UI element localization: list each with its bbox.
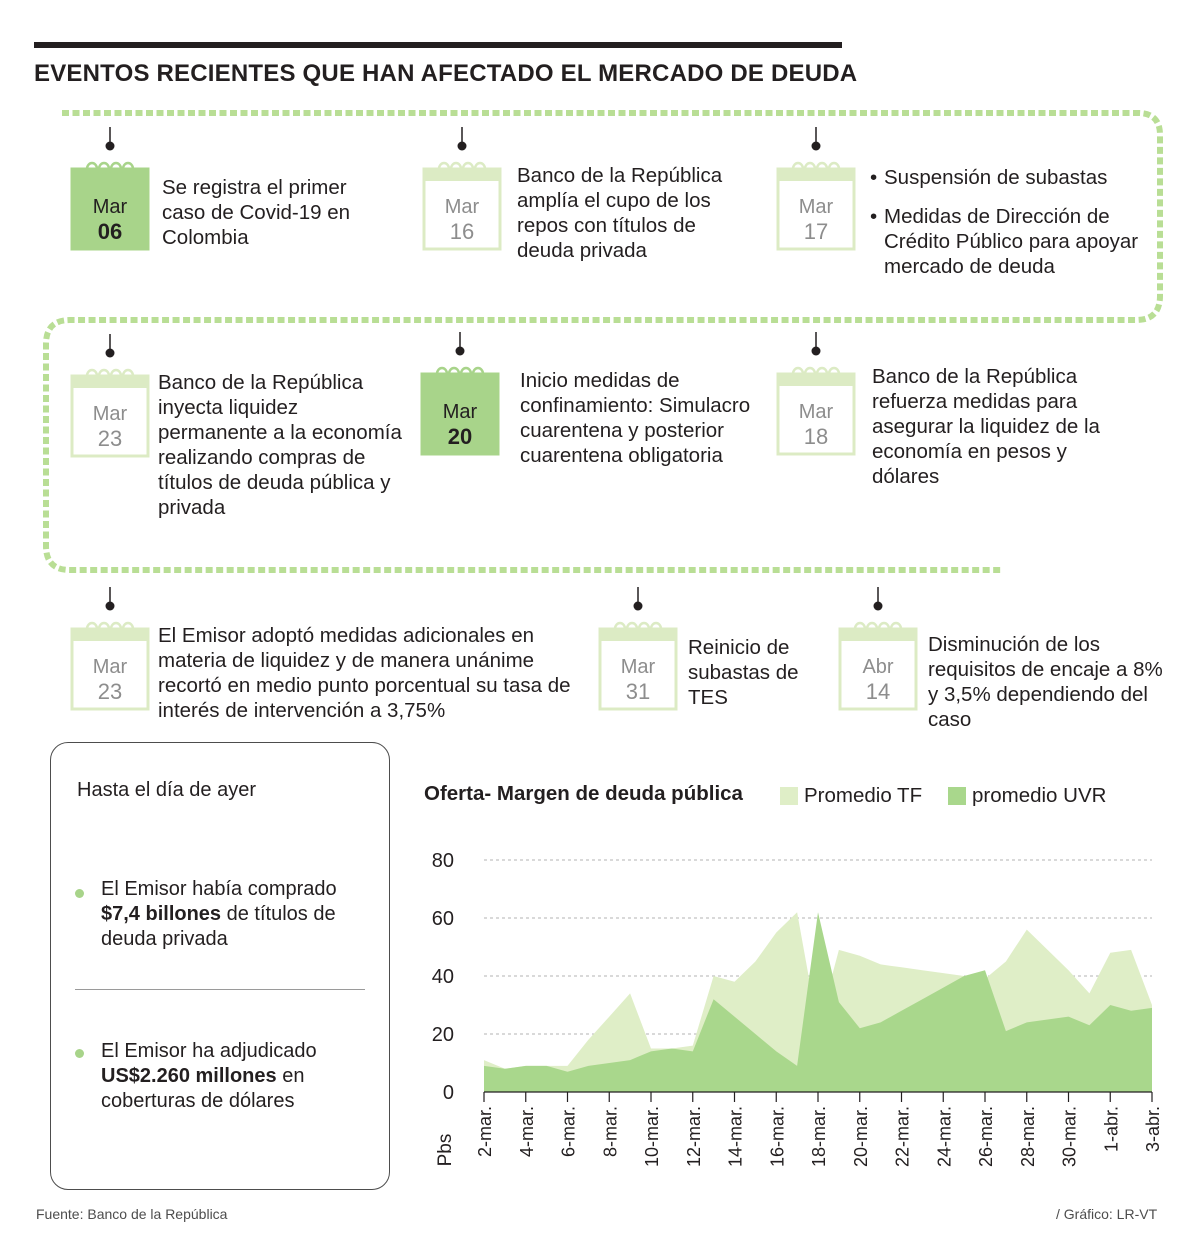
x-tick-label: 24-mar. [934,1106,955,1168]
chart-title: Oferta- Margen de deuda pública [424,782,743,805]
y-tick-label: 0 [442,1082,454,1104]
calendar-month: Mar [798,401,834,423]
summary-text: en coberturas de dólares [101,1065,305,1112]
x-tick-label: 6-mar. [558,1106,579,1158]
event-description: Inicio medidas de confinamiento: Simulacro cuarentena y posterior cuarentena obligatoria [520,369,751,467]
summary-amount: US$2.260 millones [101,1065,277,1087]
y-tick-label: 40 [431,966,454,988]
calendar-day: 06 [97,219,123,244]
legend-label-uvr: promedio UVR [972,784,1107,807]
event-description: El Emisor adoptó medidas adicionales en materia de liquidez y de manera unánime recortó en medio punto porcentual su tasa de interés de intervención a 3,75% [158,624,571,722]
x-tick-label: 18-mar. [809,1106,829,1168]
event-description: Disminución de los requisitos de encaje a 8% y 3,5% dependiendo del caso [928,633,1163,731]
summary-text: El Emisor había comprado [101,878,337,900]
x-tick-label: 2-mar. [475,1106,495,1158]
calendar-day: 16 [449,219,475,244]
x-tick-label: 14-mar. [725,1106,746,1168]
credit-note: / Gráfico: LR-VT [1056,1206,1158,1222]
calendar-month: Abr [862,656,894,678]
calendar-month: Mar [620,656,656,678]
summary-text: El Emisor ha adjudicado [101,1040,317,1062]
legend-label-tf: Promedio TF [804,784,923,807]
calendar-month: Mar [92,403,128,425]
calendar-month: Mar [442,401,478,423]
event-bullet: • Medidas de Dirección de Crédito Público para apoyar mercado de deuda [870,204,1155,279]
calendar-month: Mar [798,196,834,218]
x-tick-label: 30-mar. [1059,1106,1080,1168]
event-description: Se registra el primer caso de Covid-19 en Colombia [162,176,351,249]
event-description: Banco de la República amplía el cupo de los repos con títulos de deuda privada [517,164,723,262]
event-description: Reinicio de subastas de TES [688,636,799,709]
event-bullet: • Suspensión de subastas [870,165,1155,190]
x-tick-label: 10-mar. [642,1106,662,1168]
y-tick-label: 60 [431,908,454,930]
x-tick-label: 16-mar. [767,1106,788,1168]
y-tick-label: 20 [431,1024,454,1046]
calendar-day: 23 [97,679,123,704]
x-tick-label: 12-mar. [683,1106,704,1168]
calendar-month: Mar [92,656,128,678]
calendar-day: 18 [803,424,829,449]
calendar-day: 20 [447,424,473,449]
x-tick-label: 26-mar. [976,1106,996,1168]
x-tick-label: 1-abr. [1101,1106,1122,1153]
calendar-day: 31 [625,679,651,704]
event-description: Banco de la República refuerza medidas para asegurar la liquidez de la economía en pesos y dólares [872,365,1100,488]
calendar-month: Mar [444,196,480,218]
page-title: EVENTOS RECIENTES QUE HAN AFECTADO EL MERCADO DE DEUDA [34,60,858,87]
x-tick-label: 3-abr. [1143,1106,1163,1153]
y-axis-label: Pbs [435,1133,456,1167]
calendar-month: Mar [92,196,128,218]
event-description: Banco de la República inyecta liquidez permanente a la economía realizando compras de títulos de deuda pública y privada [158,371,402,519]
calendar-day: 17 [803,219,829,244]
x-tick-label: 22-mar. [892,1106,913,1168]
x-tick-label: 20-mar. [850,1106,871,1168]
source-note: Fuente: Banco de la República [36,1206,228,1222]
calendar-day: 23 [97,426,123,451]
x-tick-label: 8-mar. [600,1106,621,1158]
summary-title: Hasta el día de ayer [77,779,256,801]
summary-amount: $7,4 billones [101,903,222,925]
summary-text: de títulos de deuda privada [101,903,336,950]
x-tick-label: 28-mar. [1017,1106,1038,1168]
calendar-day: 14 [865,679,891,704]
y-tick-label: 80 [431,850,454,872]
x-tick-label: 4-mar. [516,1106,537,1158]
